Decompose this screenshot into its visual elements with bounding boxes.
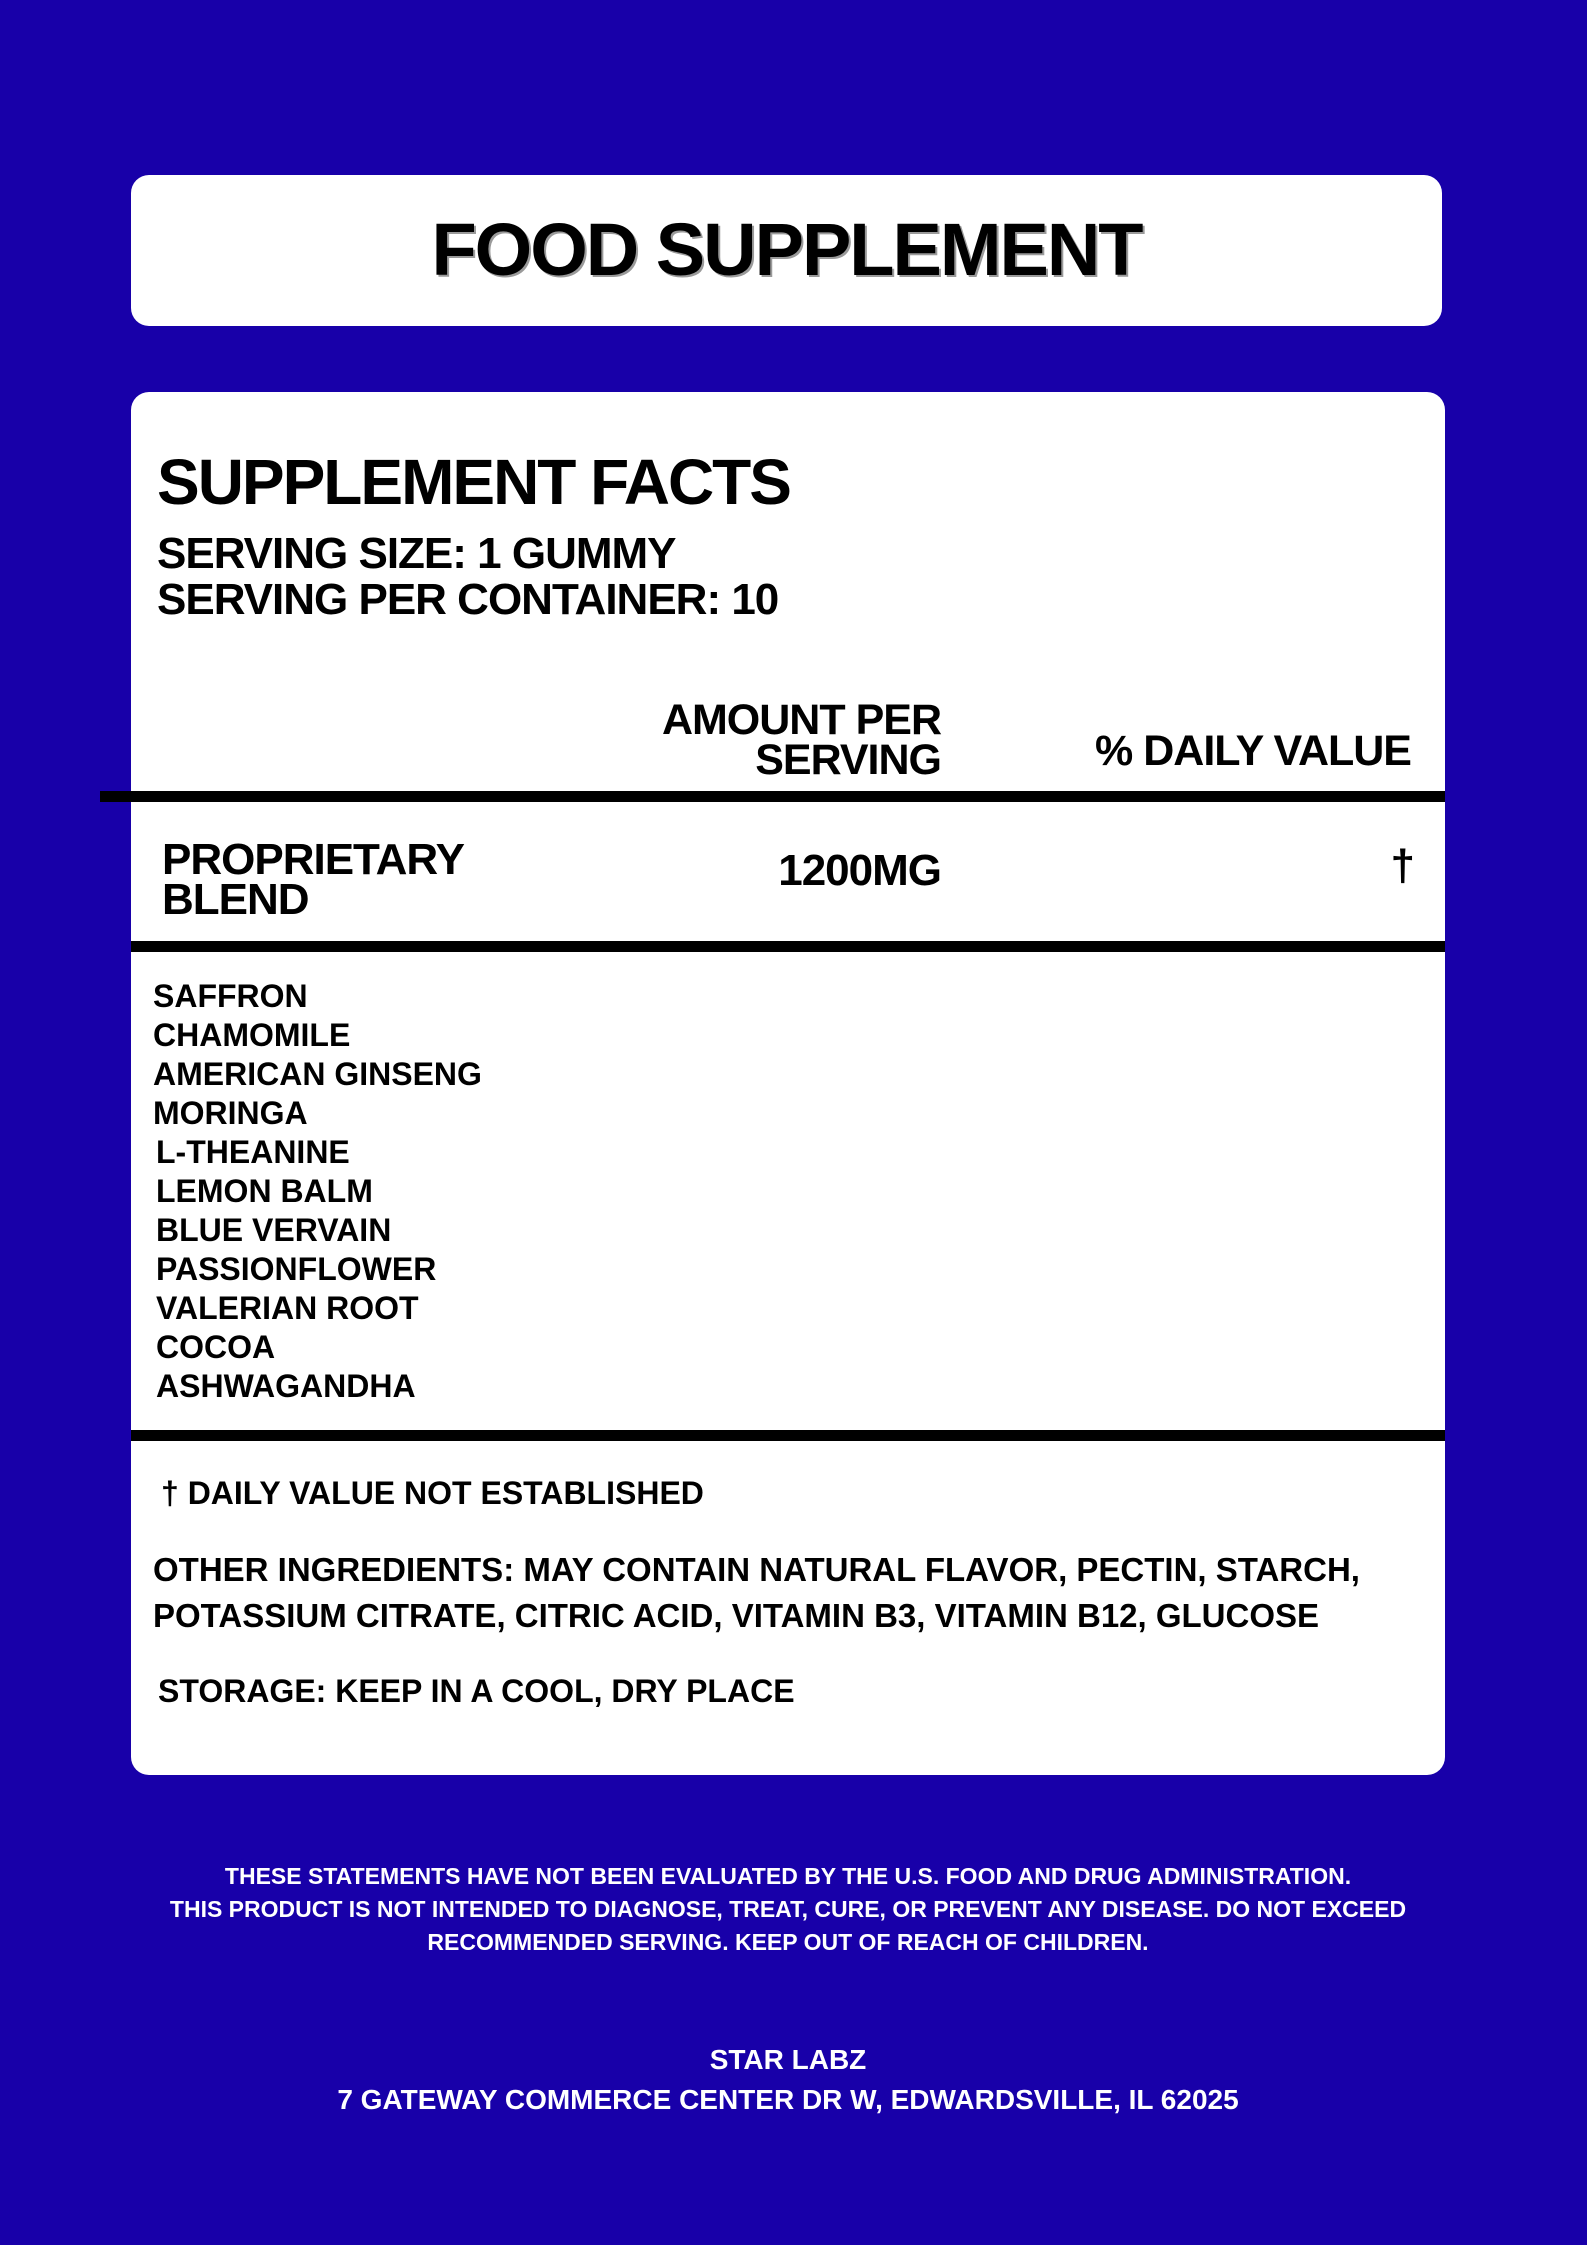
ingredient-item: VALERIAN ROOT bbox=[156, 1290, 419, 1326]
company-info bbox=[131, 2040, 1445, 2120]
title-card bbox=[131, 175, 1442, 326]
ingredient-item: L-THEANINE bbox=[156, 1134, 350, 1170]
ingredient-item: ASHWAGANDHA bbox=[156, 1368, 416, 1404]
other-ingredients: OTHER INGREDIENTS: MAY CONTAIN NATURAL FLAVOR, PECTIN, STARCH, POTASSIUM CITRATE, CITRIC ACID, VITAMIN B3, VITAMIN B12, GLUCOSE bbox=[153, 1551, 1360, 1634]
ingredient-item: AMERICAN GINSENG bbox=[153, 1056, 482, 1092]
disclaimer-line: THIS PRODUCT IS NOT INTENDED TO DIAGNOSE, TREAT, CURE, OR PREVENT ANY DISEASE. DO NOT EXCEED bbox=[169, 1896, 1407, 1922]
ingredient-item: CHAMOMILE bbox=[153, 1017, 351, 1053]
ingredients-divider bbox=[131, 1430, 1445, 1441]
storage-instructions: STORAGE: KEEP IN A COOL, DRY PLACE bbox=[158, 1673, 795, 1709]
blend-amount: 1200MG bbox=[778, 846, 941, 895]
blend-divider bbox=[131, 941, 1445, 952]
ingredient-item: MORINGA bbox=[153, 1095, 308, 1131]
servings-per-container: SERVING PER CONTAINER: 10 bbox=[157, 575, 779, 624]
supplement-facts-panel bbox=[131, 392, 1445, 1775]
ingredient-item: BLUE VERVAIN bbox=[156, 1212, 392, 1248]
daily-value-header: % DAILY VALUE bbox=[1095, 727, 1411, 775]
fda-disclaimer bbox=[131, 1860, 1445, 1959]
disclaimer-line: THESE STATEMENTS HAVE NOT BEEN EVALUATED BY THE U.S. FOOD AND DRUG ADMINISTRATION. bbox=[224, 1863, 1352, 1889]
ingredient-item: PASSIONFLOWER bbox=[156, 1251, 437, 1287]
daily-value-footnote: † DAILY VALUE NOT ESTABLISHED bbox=[161, 1475, 704, 1511]
ingredient-item: COCOA bbox=[156, 1329, 276, 1365]
company-name: STAR LABZ bbox=[709, 2044, 867, 2075]
header-divider bbox=[100, 791, 1445, 802]
company-address: 7 GATEWAY COMMERCE CENTER DR W, EDWARDSVILLE, IL 62025 bbox=[337, 2084, 1239, 2115]
ingredient-item: LEMON BALM bbox=[156, 1173, 373, 1209]
blend-name: PROPRIETARY BLEND bbox=[162, 835, 464, 924]
ingredient-item: SAFFRON bbox=[153, 978, 308, 1014]
facts-title: SUPPLEMENT FACTS bbox=[157, 446, 790, 518]
serving-size: SERVING SIZE: 1 GUMMY bbox=[157, 529, 676, 578]
amount-per-serving-header: AMOUNT PER SERVING bbox=[661, 696, 941, 784]
blend-daily-value: † bbox=[1390, 841, 1415, 890]
ingredient-list bbox=[153, 977, 482, 1406]
page-title: FOOD SUPPLEMENT bbox=[431, 208, 1142, 291]
disclaimer-line: RECOMMENDED SERVING. KEEP OUT OF REACH OF CHILDREN. bbox=[427, 1929, 1149, 1955]
